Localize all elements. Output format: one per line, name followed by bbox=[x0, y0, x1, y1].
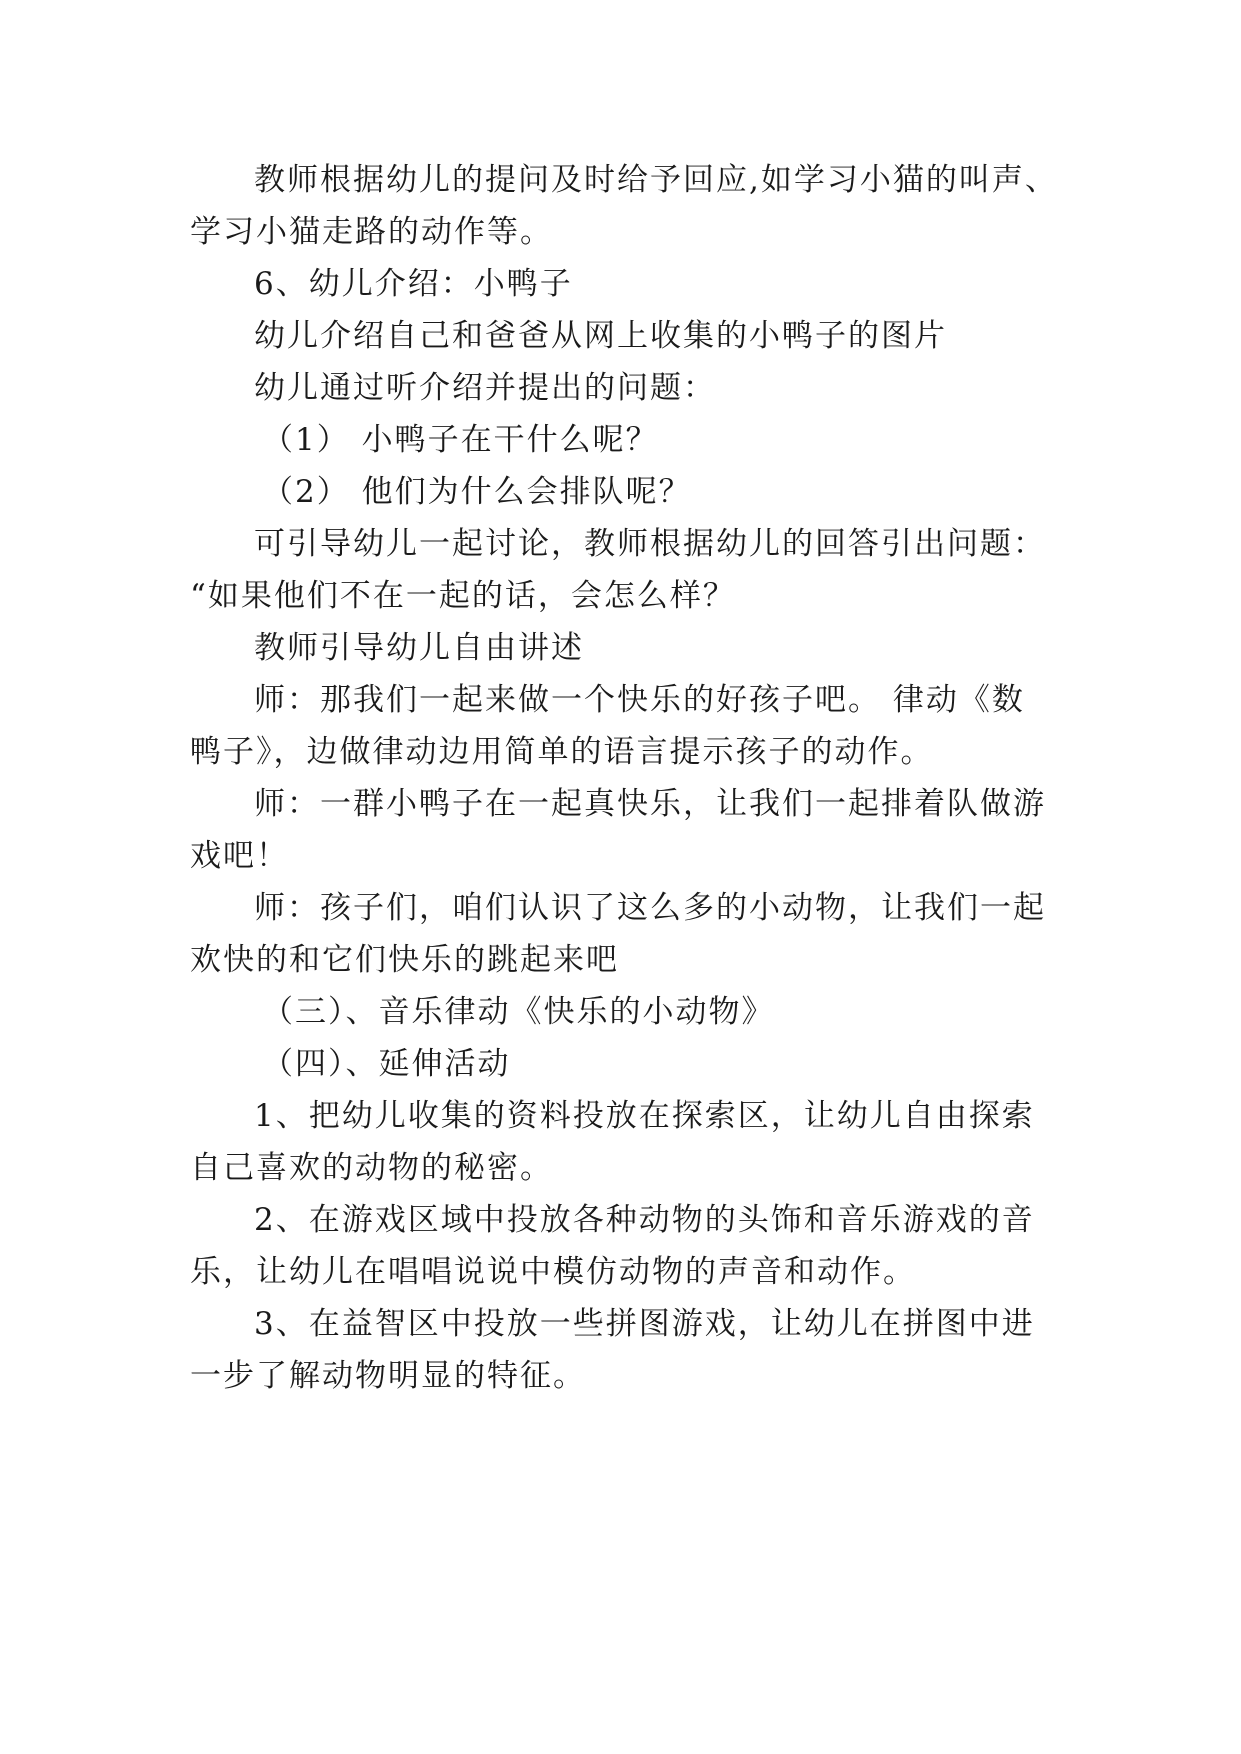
paragraph-line: 教师根据幼儿的提问及时给予回应,如学习小猫的叫声、 bbox=[254, 162, 1058, 198]
paragraph-line: 师：那我们一起来做一个快乐的好孩子吧。 律动《数 bbox=[254, 682, 1025, 718]
section-heading: 6、幼儿介绍：小鸭子 bbox=[254, 266, 573, 302]
paragraph-line: 师：孩子们，咱们认识了这么多的小动物，让我们一起 bbox=[254, 890, 1046, 926]
paragraph-line: 戏吧！ bbox=[190, 838, 289, 874]
paragraph-line: 3、在益智区中投放一些拼图游戏，让幼儿在拼图中进 bbox=[254, 1306, 1035, 1342]
paragraph-line: 可引导幼儿一起讨论，教师根据幼儿的回答引出问题： bbox=[254, 526, 1046, 562]
paragraph-line: 幼儿通过听介绍并提出的问题： bbox=[254, 370, 716, 406]
list-item: （1） 小鸭子在干什么呢？ bbox=[262, 422, 659, 458]
paragraph-line: 学习小猫走路的动作等。 bbox=[190, 214, 553, 250]
paragraph-line: 欢快的和它们快乐的跳起来吧 bbox=[190, 942, 619, 978]
paragraph-line: 2、在游戏区域中投放各种动物的头饰和音乐游戏的音 bbox=[254, 1202, 1035, 1238]
paragraph-line: “如果他们不在一起的话，会怎么样？ bbox=[190, 578, 736, 614]
paragraph-line: 幼儿介绍自己和爸爸从网上收集的小鸭子的图片 bbox=[254, 318, 947, 354]
list-item: （2） 他们为什么会排队呢？ bbox=[262, 474, 692, 510]
paragraph-line: 1、把幼儿收集的资料投放在探索区，让幼儿自由探索 bbox=[254, 1098, 1035, 1134]
paragraph-line: 自己喜欢的动物的秘密。 bbox=[190, 1150, 553, 1186]
section-heading: （三）、音乐律动《快乐的小动物》 bbox=[262, 994, 775, 1030]
paragraph-line: 乐，让幼儿在唱唱说说中模仿动物的声音和动作。 bbox=[190, 1254, 916, 1290]
paragraph-line: 师：一群小鸭子在一起真快乐，让我们一起排着队做游 bbox=[254, 786, 1046, 822]
paragraph-line: 一步了解动物明显的特征。 bbox=[190, 1358, 586, 1394]
paragraph-line: 鸭子》，边做律动边用简单的语言提示孩子的动作。 bbox=[190, 734, 934, 770]
paragraph-line: 教师引导幼儿自由讲述 bbox=[254, 630, 584, 666]
section-heading: （四）、延伸活动 bbox=[262, 1046, 511, 1082]
